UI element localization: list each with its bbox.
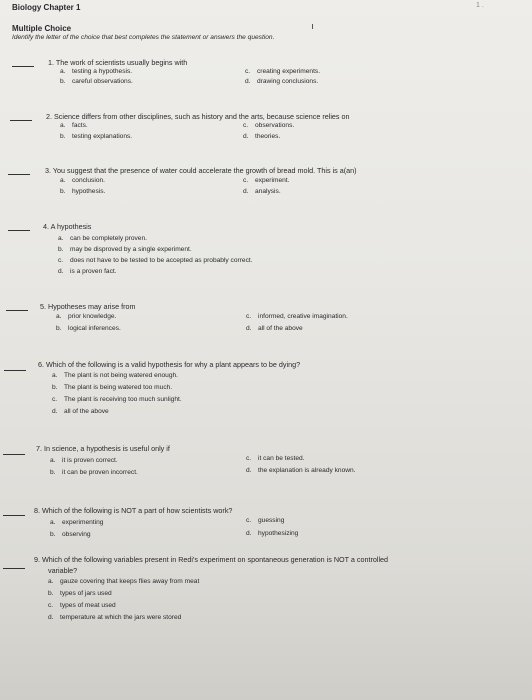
option-b: b. testing explanations. <box>60 133 133 140</box>
option-d: d. the explanation is already known. <box>246 467 356 474</box>
question-2 <box>46 112 350 121</box>
question-1 <box>48 58 187 67</box>
question-8 <box>34 506 232 515</box>
question-number: 2. <box>46 112 52 121</box>
option-a: a. prior knowledge. <box>56 313 117 320</box>
answer-blank[interactable] <box>4 370 26 371</box>
question-text-continued: variable? <box>48 566 78 575</box>
option-a: a. testing a hypothesis. <box>60 68 133 75</box>
option-d: d. theories. <box>243 133 281 140</box>
option-d: d. all of the above <box>52 408 109 415</box>
question-text: Which of the following variables present in Redi's experiment on spontaneous generation is NOT a controlled <box>42 555 389 564</box>
question-number: 3. <box>45 166 51 175</box>
option-b: b. logical inferences. <box>56 325 121 332</box>
section-heading: Multiple Choice <box>12 24 72 33</box>
option-b: b. it can be proven incorrect. <box>50 469 138 476</box>
question-text: Science differs from other disciplines, such as history and the arts, because science relies on <box>54 112 350 121</box>
instructions: Identify the letter of the choice that best completes the statement or answers the question. <box>12 34 275 41</box>
question-text: The work of scientists usually begins with <box>55 58 188 67</box>
option-a: a. it is proven correct. <box>50 457 118 464</box>
option-c: c. does not have to be tested to be accepted as probably correct. <box>58 257 253 264</box>
question-5 <box>40 302 135 311</box>
question-text: In science, a hypothesis is useful only if <box>44 444 170 453</box>
option-c: c. guessing <box>246 517 285 524</box>
option-a: a. facts. <box>60 122 88 129</box>
answer-blank[interactable] <box>3 454 25 455</box>
question-number: 8. <box>34 506 40 515</box>
question-text: A hypothesis <box>50 222 92 231</box>
option-c: c. informed, creative imagination. <box>246 313 348 320</box>
question-number: 4. <box>43 222 49 231</box>
option-c: c. creating experiments. <box>245 68 321 75</box>
page-title: Biology Chapter 1 <box>12 3 81 12</box>
answer-blank[interactable] <box>8 230 30 231</box>
option-b: b. may be disproved by a single experiment. <box>58 246 192 253</box>
option-a: a. experimenting <box>50 519 104 526</box>
question-7 <box>36 444 170 453</box>
answer-blank[interactable] <box>8 174 30 175</box>
answer-blank[interactable] <box>10 120 32 121</box>
option-a: a. conclusion. <box>60 177 105 184</box>
option-c: c. The plant is receiving too much sunlight. <box>52 396 182 403</box>
question-number: 9. <box>34 555 40 564</box>
option-d: d. temperature at which the jars were stored <box>48 614 182 621</box>
answer-blank[interactable] <box>6 310 28 311</box>
question-9 <box>34 555 388 564</box>
option-b: b. hypothesis. <box>60 188 106 195</box>
question-6 <box>38 360 300 369</box>
question-number: 5. <box>40 302 46 311</box>
option-a: a. gauze covering that keeps flies away from meat <box>48 578 200 585</box>
question-4 <box>43 222 91 231</box>
question-text: Which of the following is NOT a part of how scientists work? <box>42 506 233 515</box>
option-d: d. all of the above <box>246 325 303 332</box>
answer-blank[interactable] <box>12 66 34 67</box>
option-d: d. is a proven fact. <box>58 268 117 275</box>
question-3 <box>45 166 357 175</box>
question-text: You suggest that the presence of water could accelerate the growth of bread mold. This is a(an) <box>52 166 357 175</box>
option-c: c. types of meat used <box>48 602 116 609</box>
answer-blank[interactable] <box>3 515 25 516</box>
corner-mark: 1 . <box>476 2 484 9</box>
question-number: 7. <box>36 444 42 453</box>
question-number: 6. <box>38 360 44 369</box>
option-a: a. The plant is not being watered enough. <box>52 372 179 379</box>
option-d: d. hypothesizing <box>246 530 299 537</box>
question-text: Hypotheses may arise from <box>48 302 136 311</box>
option-b: b. The plant is being watered too much. <box>52 384 173 391</box>
answer-blank[interactable] <box>3 568 25 569</box>
question-number: 1. <box>48 58 54 67</box>
option-b: b. observing <box>50 531 91 538</box>
option-b: b. careful observations. <box>60 78 133 85</box>
question-text: Which of the following is a valid hypothesis for why a plant appears to be dying? <box>46 360 301 369</box>
option-a: a. can be completely proven. <box>58 235 147 242</box>
option-b: b. types of jars used <box>48 590 112 597</box>
option-c: c. it can be tested. <box>246 455 305 462</box>
option-d: d. analysis. <box>243 188 281 195</box>
option-d: d. drawing conclusions. <box>245 78 319 85</box>
pen-tick-mark <box>312 24 313 29</box>
option-c: c. observations. <box>243 122 295 129</box>
option-c: c. experiment. <box>243 177 290 184</box>
